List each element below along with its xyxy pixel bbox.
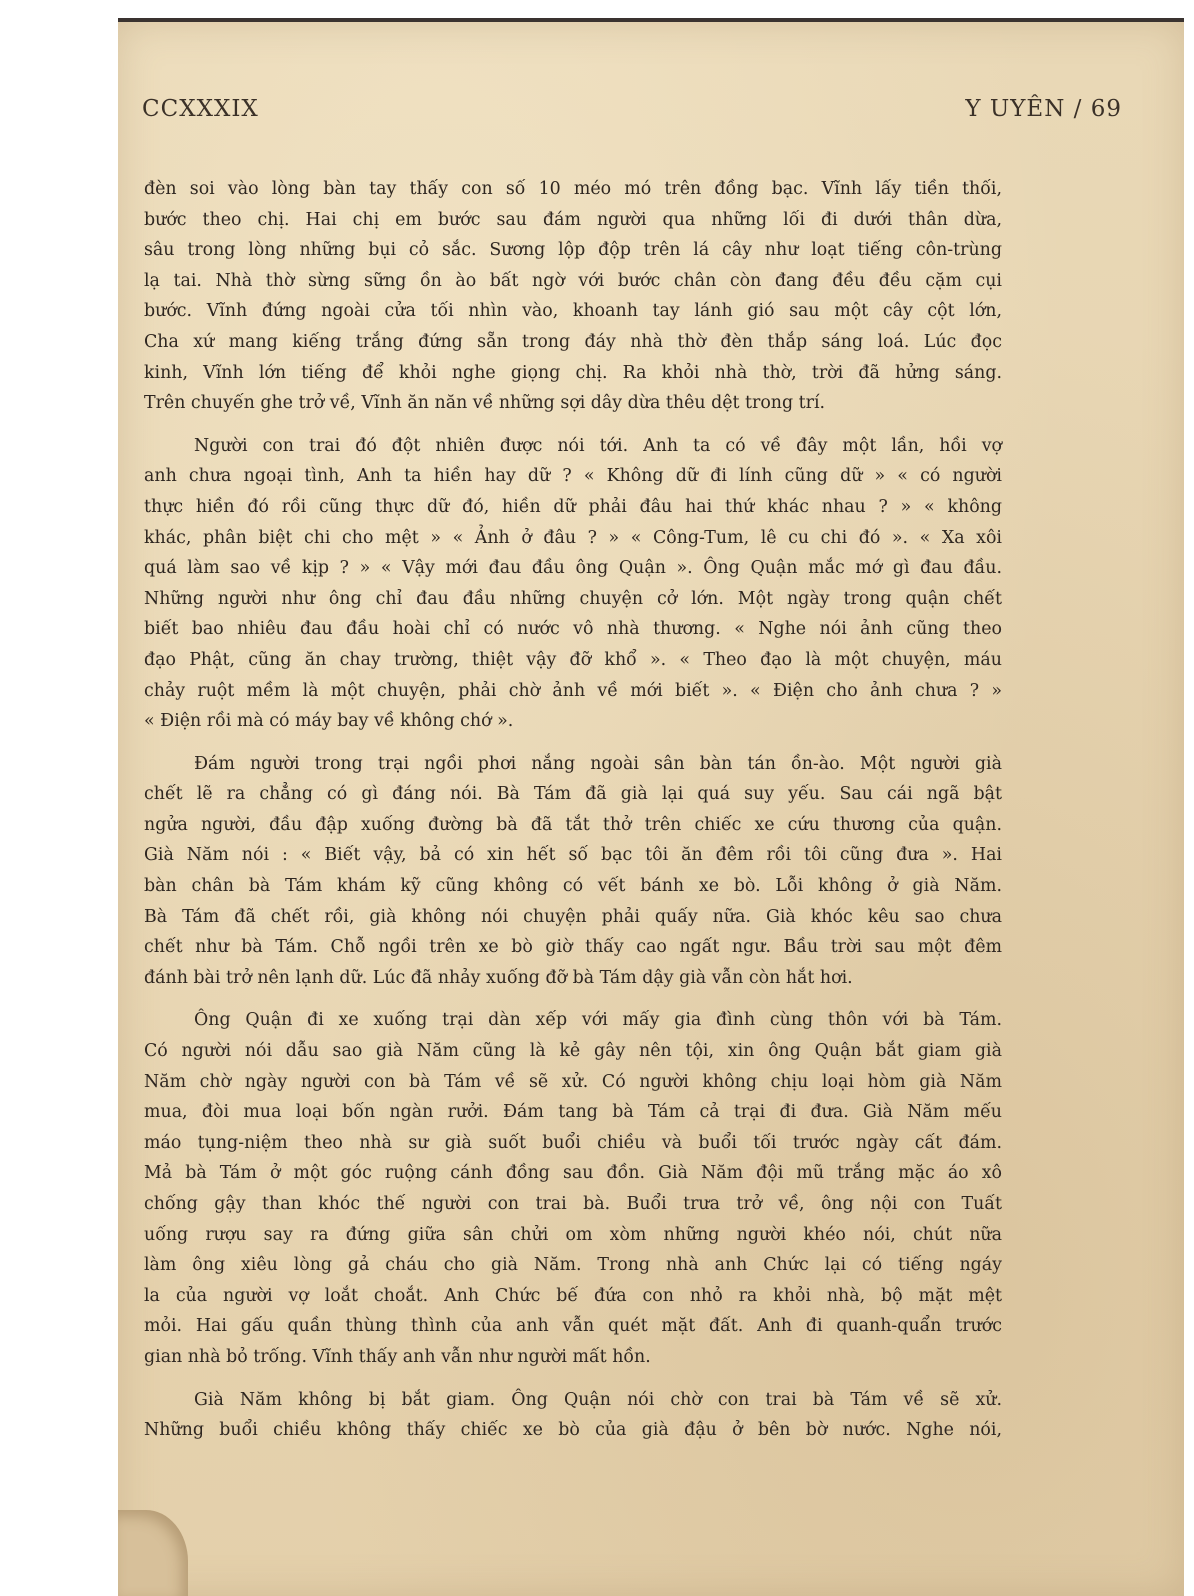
text-line: chảy ruột mềm là một chuyện, phải chờ ảnh về mới biết ». « Điện cho ảnh chưa ? » [144, 680, 1002, 701]
text-line: Ông Quận đi xe xuống trại dàn xếp với mấy gia đình cùng thôn với bà Tám. [194, 1010, 1002, 1031]
text-line: Trên chuyến ghe trở về, Vĩnh ăn năn về những sợi dây dừa thêu dệt trong trí. [144, 393, 826, 414]
text-line: thực hiền đó rồi cũng thực dữ đó, hiền dữ phải đâu hai thứ khác nhau ? » « không [144, 496, 1002, 517]
text-line: kinh, Vĩnh lớn tiếng để khỏi nghe giọng chị. Ra khỏi nhà thờ, trời đã hửng sáng. [144, 362, 1002, 383]
text-line: Những người như ông chỉ đau đầu những chuyện cở lớn. Một ngày trong quận chết [144, 588, 1002, 609]
text-line: biết bao nhiêu đau đầu hoài chỉ có nước vô nhà thương. « Nghe nói ảnh cũng theo [144, 619, 1002, 640]
paragraph [144, 1005, 1002, 1372]
text-line: Cha xứ mang kiếng trắng đứng sẵn trong đáy nhà thờ đèn thắp sáng loá. Lúc đọc [144, 331, 1002, 352]
text-line: chết như bà Tám. Chỗ ngồi trên xe bò giờ thấy cao ngất ngư. Bầu trời sau một đêm [144, 937, 1002, 958]
paragraph [144, 174, 1002, 419]
text-line: đạo Phật, cũng ăn chay trường, thiệt vậy đỡ khổ ». « Theo đạo là một chuyện, máu [144, 649, 1002, 670]
text-line: anh chưa ngoại tình, Anh ta hiền hay dữ ? « Không dữ đi lính cũng dữ » « có người [144, 466, 1002, 487]
text-line: sâu trong lòng những bụi cỏ sắc. Sương lộp độp trên lá cây như loạt tiếng côn-trùng [144, 240, 1002, 261]
text-line: Già Năm nói : « Biết vậy, bả có xin hết số bạc tôi ăn đêm rồi tôi cũng đưa ». Hai [144, 845, 1002, 866]
text-line: gian nhà bỏ trống. Vĩnh thấy anh vẫn như người mất hồn. [144, 1346, 651, 1367]
text-line: la của người vợ loắt choắt. Anh Chức bế đứa con nhỏ ra khỏi nhà, bộ mặt mệt [144, 1285, 1002, 1306]
text-line: « Điện rồi mà có máy bay về không chớ ». [144, 711, 514, 732]
text-line: lạ tai. Nhà thờ sừng sững ồn ào bất ngờ với bước chân còn đang đều đều cặm cụi [144, 270, 1002, 291]
text-line: chống gậy than khóc thế người con trai bà. Buổi trưa trở về, ông nội con Tuất [144, 1194, 1002, 1214]
text-line: bước. Vĩnh đứng ngoài cửa tối nhìn vào, khoanh tay lánh gió sau một cây cột lớn, [144, 301, 1002, 322]
text-line: Năm chờ ngày người con bà Tám về sẽ xử. Có người không chịu loại hòm già Năm [144, 1071, 1002, 1092]
text-line: làm ông xiêu lòng gả cháu cho già Năm. Trong nhà anh Chức lại có tiếng ngáy [144, 1255, 1002, 1276]
paragraph [144, 431, 1002, 737]
text-line: uống rượu say ra đứng giữa sân chửi om xòm những người khéo nói, chút nữa [144, 1224, 1002, 1245]
text-line: Già Năm không bị bắt giam. Ông Quận nói chờ con trai bà Tám về sẽ xử. [194, 1389, 1002, 1410]
text-line: ngửa người, đầu đập xuống đường bà đã tắt thở trên chiếc xe cứu thương của quận. [144, 814, 1002, 835]
text-line: chết lẽ ra chẳng có gì đáng nói. Bà Tám đã già lại quá suy yếu. Sau cái ngã bật [144, 784, 1002, 805]
text-line: khác, phân biệt chi cho mệt » « Ảnh ở đâu ? » « Công-Tum, lê cu chi đó ». « Xa xôi [144, 527, 1002, 548]
text-line: Những buổi chiều không thấy chiếc xe bò của già đậu ở bên bờ nước. Nghe nói, [144, 1420, 1002, 1441]
paragraph [144, 749, 1002, 994]
running-title-page-number: Y UYÊN / 69 [965, 96, 1122, 122]
text-line: mua, đòi mua loại bốn ngàn rưởi. Đám tang bà Tám cả trại đi đưa. Già Năm mếu [144, 1102, 1002, 1123]
text-line: Có người nói dẫu sao già Năm cũng là kẻ gây nên tội, xin ông Quận bắt giam già [144, 1041, 1002, 1062]
chapter-number: CCXXXIX [142, 96, 259, 122]
page-header [142, 96, 1122, 132]
text-line: mỏi. Hai gấu quần thùng thình của anh vẫn quét mặt đất. Anh đi quanh-quẩn trước [144, 1316, 1002, 1337]
text-line: Bà Tám đã chết rồi, già không nói chuyện phải quấy nữa. Già khóc kêu sao chưa [144, 906, 1002, 927]
body-text [144, 174, 1002, 1446]
text-line: quá làm sao về kịp ? » « Vậy mới đau đầu ông Quận ». Ông Quận mắc mớ gì đau đầu. [144, 558, 1002, 579]
text-line: Mả bà Tám ở một góc ruộng cánh đồng sau đồn. Già Năm đội mũ trắng mặc áo xô [144, 1163, 1002, 1184]
text-line: bàn chân bà Tám khám kỹ cũng không có vết bánh xe bò. Lỗi không ở già Năm. [144, 876, 1002, 897]
paragraph [144, 1385, 1002, 1446]
text-line: Đám người trong trại ngồi phơi nắng ngoài sân bàn tán ồn-ào. Một người già [194, 753, 1002, 774]
text-line: Người con trai đó đột nhiên được nói tới. Anh ta có về đây một lần, hồi vợ [194, 435, 1002, 456]
text-line: máo tụng-niệm theo nhà sư già suốt buổi chiều và buổi tối trước ngày cất đám. [144, 1132, 1002, 1153]
text-line: đèn soi vào lòng bàn tay thấy con số 10 méo mó trên đồng bạc. Vĩnh lấy tiền thối, [144, 179, 1002, 199]
text-line: đánh bài trở nên lạnh dữ. Lúc đã nhảy xuống đỡ bà Tám dậy già vẫn còn hắt hơi. [144, 967, 853, 988]
text-line: bước theo chị. Hai chị em bước sau đám người qua những lối đi dưới thân dừa, [144, 209, 1002, 230]
